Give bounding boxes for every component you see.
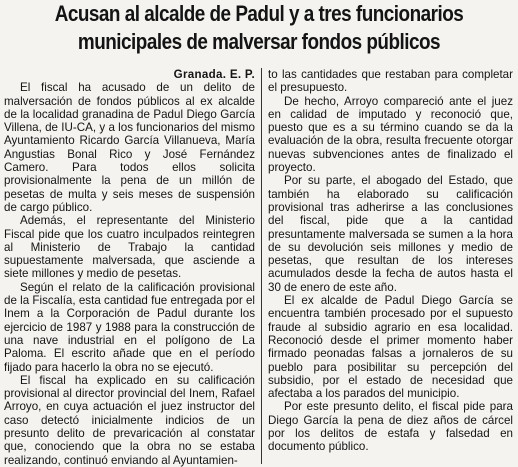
paragraph-3: Según el relato de la calificación provisional de la Fiscalía, esta cantidad fue entregada por el Inem a la Corporación de Padul durante los ejercicio de 1987 y 1988 para la construcción de una nave industrial en el polígono de La Paloma. El escrito añade que en el período fijado para hacerlo la obra no se ejecutó. (4, 280, 255, 374)
paragraph-7: Por su parte, el abogado del Estado, que también ha elaborado su calificación provisional tras adherirse a las conclusiones del fiscal, pide que a la cantidad presuntamente malversada se sumen a la hora de su devolución seis millones y medio de pesetas, que resultan de los intereses acumulados desde la fecha de autos hasta el 30 de enero de este año. (268, 174, 513, 294)
byline: Granada. E. P. (173, 68, 255, 81)
column-divider (261, 68, 262, 464)
paragraph-8: El ex alcalde de Padul Diego García se encuentra también procesado por el supuesto fraude al subsidio agrario en esa localidad. Reconoció desde el primer momento haber firmado peonadas falsas a jornaleros de su pueblo para posibilitar su percepción del subsidio, por el estado de necesidad que afectaba a los parados del municipio. (268, 294, 513, 401)
byline-line (4, 68, 255, 81)
article-column-right (268, 68, 513, 454)
headline-line-1: Acusan al alcalde de Padul y a tres funcionarios (54, 1, 464, 26)
paragraph-4: El fiscal ha explicado en su calificación provisional al director provincial del Inem, Rafael Arroyo, en cuya actuación el juez instructor del caso detectó inicialmente indicios de un presunto delito de prevaricación al constatar que, conociendo que la obra no se estaba realizando, continuó enviando al Ayuntamien- (4, 373, 255, 467)
headline (41, 0, 476, 56)
paragraph-2: Además, el representante del Ministerio Fiscal pide que los cuatro inculpados reintegren al Ministerio de Trabajo la cantidad supuestamente malversada, que asciende a siete millones y medio de pesetas. (4, 214, 255, 281)
paragraph-1: El fiscal ha acusado de un delito de malversación de fondos públicos al ex alcalde de la localidad granadina de Padul Diego García Villena, de IU-CA, y a los funcionarios del mismo Ayuntamiento Ricardo García Villanueva, María Angustias Bonal Rico y José Fernández Camero. Para todos ellos solicita provisionalmente la pena de un millón de pesetas de multa y seis meses de suspensión de cargo público. (4, 81, 255, 214)
headline-line-2: municipales de malversar fondos públicos (77, 29, 441, 54)
paragraph-5: to las cantidades que restaban para completar el presupuesto. (268, 68, 513, 95)
article-column-left (4, 68, 255, 467)
paragraph-9: Por este presunto delito, el fiscal pide para Diego García la pena de diez años de cárcel por los delitos de estafa y falsedad en documento público. (268, 400, 513, 454)
paragraph-6: De hecho, Arroyo compareció ante el juez en calidad de imputado y reconoció que, puesto que es a su término cuando se da la evaluación de la obra, resulta frecuente otorgar nuevas subvenciones antes de finalizado el proyecto. (268, 94, 513, 175)
